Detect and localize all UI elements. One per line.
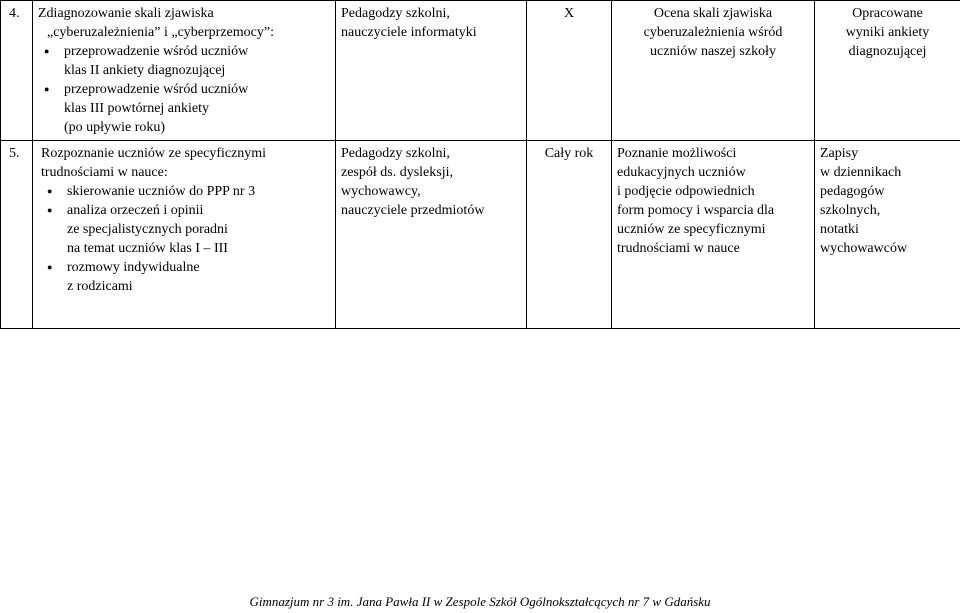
- page-footer: Gimnazjum nr 3 im. Jana Pawła II w Zespole Szkół Ogólnokształcących nr 7 w Gdańsku: [249, 594, 711, 609]
- table-row-5: [1, 141, 960, 329]
- task-bullet: ● przeprowadzenie wśród uczniów klas II ankiety diagnozującej: [38, 42, 330, 80]
- responsible-cell: Pedagodzy szkolni, nauczyciele informatyki: [336, 1, 527, 141]
- task-bullet-list: [41, 182, 330, 296]
- task-bullet-list: [38, 42, 330, 137]
- task-bullet: ● rozmowy indywidualne z rodzicami: [41, 258, 330, 296]
- date-cell: X: [527, 1, 612, 141]
- row-number: 4.: [1, 1, 33, 141]
- effects-cell: Poznanie możliwości edukacyjnych uczniów i podjęcie odpowiednich form pomocy i wsparcia dla uczniów ze specyficznymi trudnościami w nauce: [612, 141, 815, 329]
- responsible-cell: Pedagodzy szkolni, zespół ds. dysleksji, wychowawcy, nauczyciele przedmiotów: [336, 141, 527, 329]
- date-cell: Cały rok: [527, 141, 612, 329]
- effects-cell: Ocena skali zjawiska cyberuzależnienia wśród uczniów naszej szkoły: [612, 1, 815, 141]
- task-bullet: ● analiza orzeczeń i opinii ze specjalistycznych poradni na temat uczniów klas I – III: [41, 201, 330, 258]
- task-bullet: ● przeprowadzenie wśród uczniów klas III powtórnej ankiety (po upływie roku): [38, 80, 330, 137]
- task-cell: [33, 1, 336, 141]
- evidence-cell: Opracowane wyniki ankiety diagnozującej: [815, 1, 960, 141]
- task-title-line: Zdiagnozowanie skali zjawiska: [38, 6, 214, 21]
- task-cell: Rozpoznanie uczniów ze specyficznymi trudnościami w nauce: ● skierowanie uczniów do PPP nr 3 ● analiza orzeczeń i opinii ze specjalistycznych poradni na temat uczniów klas I – III ● rozmowy indywidualne z rodzicami: [33, 141, 336, 329]
- table-row-4: [1, 1, 960, 141]
- evidence-cell: Zapisy w dziennikach pedagogów szkolnych, notatki wychowawców: [815, 141, 960, 329]
- row-number: 5.: [1, 141, 33, 329]
- task-title-line: „cyberuzależnienia” i „cyberprzemocy”:: [47, 25, 274, 40]
- task-bullet: ● skierowanie uczniów do PPP nr 3: [41, 182, 330, 201]
